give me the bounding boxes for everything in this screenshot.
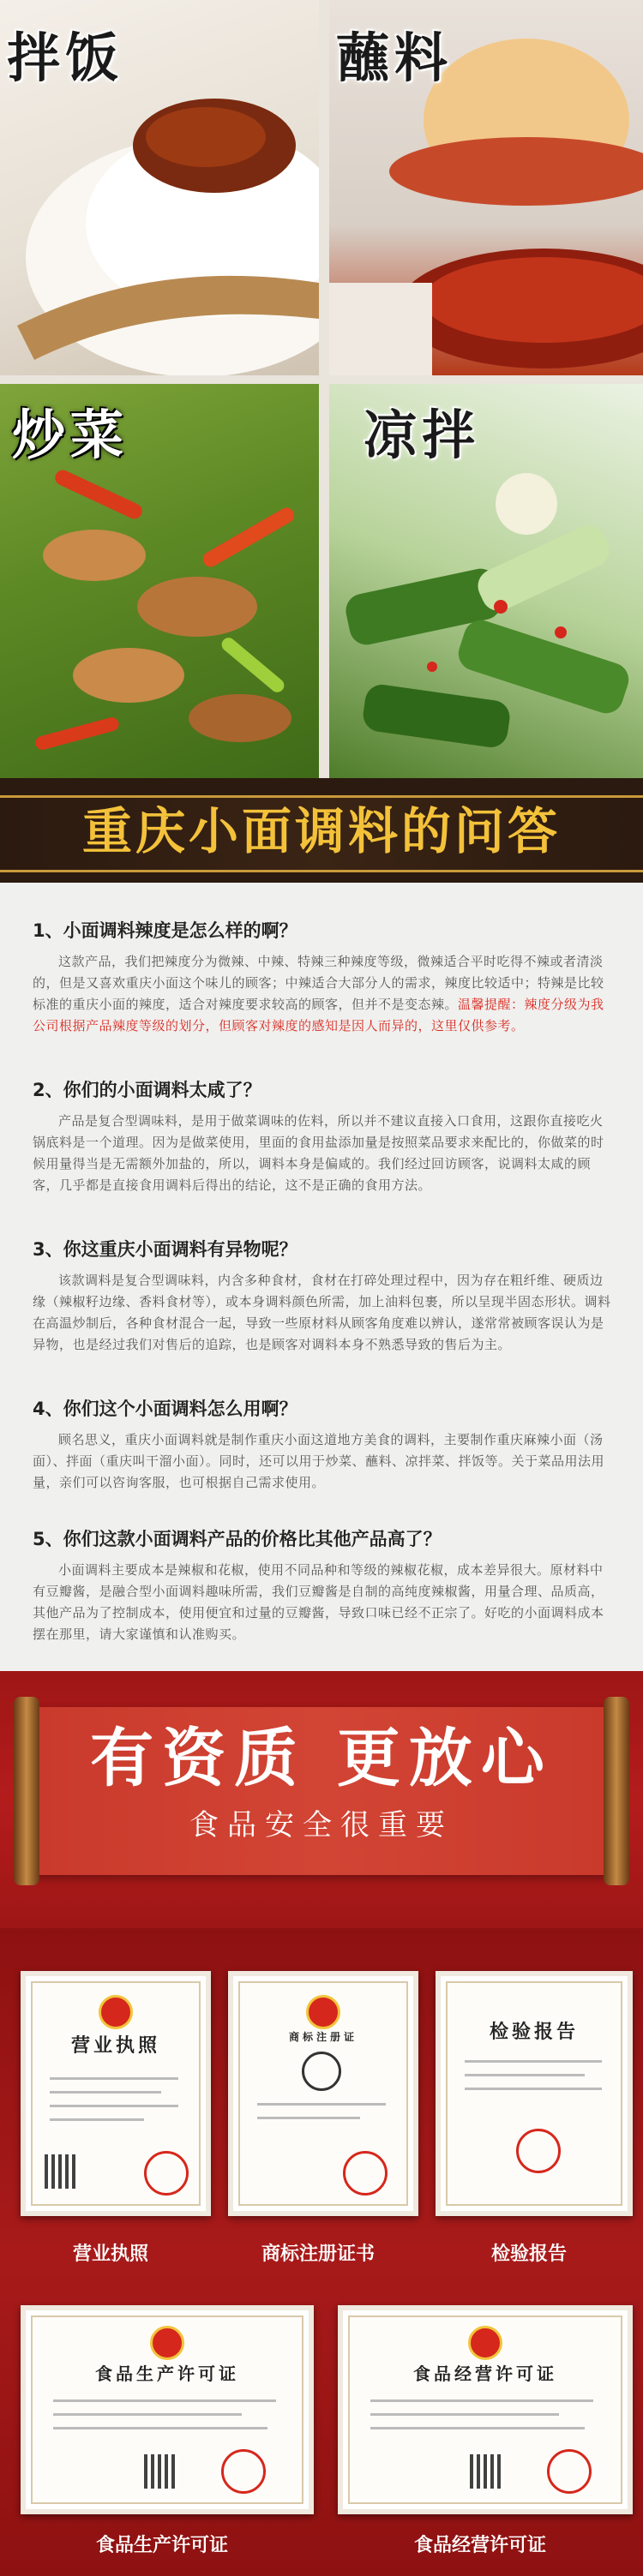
certificate-business-operation-license	[338, 2305, 633, 2514]
qa-answer-text: 这款产品，我们把辣度分为微辣、中辣、特辣三种辣度等级，微辣适合平时吃得不辣或者清淡的，但是又喜欢重庆小面这个味儿的顾客；中辣适合大部分人的需求，辣度比较适中；特辣是比较标准的重庆小面的辣度，适合对辣度要求较高的顾客，但并不是变态辣。	[33, 954, 604, 1012]
qa-section	[0, 883, 643, 1688]
national-emblem-icon	[99, 1995, 133, 2029]
certificate-business-license	[21, 1971, 211, 2216]
qualification-banner	[0, 1671, 643, 1928]
qa-question: 5、你们这款小面调料产品的价格比其他产品高了？	[33, 1529, 442, 1549]
certificate-title: 商标注册证	[288, 2031, 358, 2043]
certificate-title: 食品经营许可证	[413, 2363, 557, 2384]
certificate-frame	[31, 1981, 201, 2206]
official-seal-icon	[547, 2449, 592, 2494]
certificate-frame	[348, 2315, 622, 2504]
qa-answer: 该款调料是复合型调味料，内含多种食材，食材在打碎处理过程中，因为存在粗纤维、硬质边缘（辣椒籽边缘、香料食材等），或本身调料颜色所需，加上油料包裹，所以呈现半固态形状。调料在高温炒制后，各种食材混合一起，导致一些原材料从顾客角度难以辨认，遂常常被顾客误认为是异物，也是经过我们对售后的追踪，也是顾客对调料本身不熟悉导致的售后为主。	[33, 1273, 611, 1352]
certificate-text-line	[53, 2399, 276, 2402]
certificate-text-line	[50, 2091, 161, 2094]
certificates-section	[0, 1928, 643, 2576]
official-seal-icon	[516, 2129, 561, 2173]
certificate-inspection-report	[436, 1971, 633, 2216]
qa-item-4	[33, 1397, 616, 1494]
certificate-trademark	[228, 1971, 418, 2216]
certificate-text-line	[370, 2413, 559, 2416]
trademark-logo-icon	[302, 2052, 341, 2091]
certificate-text-line	[370, 2399, 593, 2402]
official-seal-icon	[221, 2449, 266, 2494]
qa-answer: 产品是复合型调味料，是用于做菜调味的佐料，所以并不建议直接入口食用，这跟你直接吃火锅底料是一个道理。因为是做菜使用，里面的食用盐添加量是按照菜品要求来配比的，你做菜的时候用量得当是无需额外加盐的，所以，调料本身是偏咸的。我们经过回访顾客，说调料太咸的顾客，几乎都是直接食用调料后得出的结论，这不是正确的食用方法。	[33, 1113, 604, 1193]
qa-answer: 小面调料主要成本是辣椒和花椒，使用不同品种和等级的辣椒花椒，成本差异很大。原材料中有豆瓣酱，是融合型小面调料趣味所需，我们豆瓣酱是自制的高纯度辣椒酱，用量合理、品质高，其他产品为了控制成本，使用便宜和过量的豆瓣酱，导致口味已经不正宗了。好吃的小面调料成本摆在那里，请大家谨慎和认准购买。	[33, 1562, 604, 1642]
qa-title: 重庆小面调料的问答	[81, 802, 561, 860]
qr-code-icon	[470, 2454, 504, 2489]
photo-tile-stirfry	[0, 384, 319, 778]
usage-photo-grid	[0, 0, 643, 778]
certificate-frame	[446, 1981, 622, 2206]
official-seal-icon	[343, 2151, 388, 2196]
certificate-text-line	[53, 2413, 242, 2416]
banner-subtitle: 食品安全很重要	[189, 1808, 454, 1842]
photo-label-coldmix: 凉拌	[364, 404, 481, 466]
photo-tile-rice	[0, 0, 319, 375]
certificate-text-line	[257, 2103, 386, 2106]
certificate-title: 营业执照	[70, 2034, 160, 2057]
certificate-text-line	[465, 2074, 585, 2076]
banner-title: 有资质 更放心	[90, 1722, 553, 1795]
certificate-text-line	[257, 2117, 360, 2119]
certificate-title: 检验报告	[489, 2021, 579, 2043]
certificate-caption: 营业执照	[72, 2244, 148, 2265]
qa-item-3	[33, 1237, 616, 1356]
photo-label-rice: 拌饭	[7, 27, 124, 89]
national-emblem-icon	[468, 2326, 502, 2360]
certificate-caption: 商标注册证书	[261, 2244, 375, 2265]
certificate-frame	[238, 1981, 408, 2206]
qa-question: 3、你这重庆小面调料有异物呢？	[33, 1239, 297, 1260]
certificate-text-line	[50, 2118, 144, 2121]
national-emblem-icon	[306, 1995, 340, 2029]
certificate-caption: 食品经营许可证	[413, 2535, 546, 2556]
certificate-title: 食品生产许可证	[95, 2363, 239, 2384]
certificate-caption: 食品生产许可证	[95, 2535, 228, 2556]
photo-label-stirfry: 炒菜	[12, 404, 129, 466]
photo-label-dip: 蘸料	[336, 27, 454, 89]
official-seal-icon	[144, 2151, 189, 2196]
qa-answer: 顾名思义，重庆小面调料就是制作重庆小面这道地方美食的调料，主要制作重庆麻辣小面（汤面）、拌面（重庆叫干溜小面）。同时，还可以用于炒菜、蘸料、凉拌菜、拌饭等。关于菜品用法用量，亲们可以咨询客服，也可根据自己需求使用。	[33, 1432, 605, 1490]
certificate-text-line	[50, 2077, 178, 2080]
certificate-text-line	[465, 2088, 602, 2090]
certificate-caption: 检验报告	[490, 2244, 567, 2265]
certificate-frame	[31, 2315, 303, 2504]
qr-code-icon	[144, 2454, 178, 2489]
certificate-text-line	[465, 2060, 602, 2063]
certificate-text-line	[53, 2427, 267, 2429]
qa-item-1	[33, 919, 616, 1037]
qa-item-5	[33, 1527, 616, 1645]
qa-header	[0, 778, 643, 883]
qa-question: 1、小面调料辣度是怎么样的啊？	[33, 920, 297, 941]
qa-item-2	[33, 1078, 616, 1196]
qr-code-icon	[45, 2154, 79, 2189]
certificate-text-line	[50, 2105, 178, 2107]
qa-answer	[33, 951, 616, 1037]
qa-question: 4、你们这个小面调料怎么用啊？	[33, 1399, 297, 1419]
certificate-text-line	[370, 2427, 585, 2429]
photo-tile-coldmix	[329, 384, 643, 778]
photo-tile-dip	[329, 0, 643, 375]
certificate-production-license	[21, 2305, 314, 2514]
qa-answer-highlight: 温馨提醒：辣度分级为我公司根据产品辣度等级的划分，但顾客对辣度的感知是因人而异的，这里仅供参考。	[33, 997, 604, 1033]
national-emblem-icon	[150, 2326, 184, 2360]
qa-question: 2、你们的小面调料太咸了？	[33, 1080, 261, 1100]
